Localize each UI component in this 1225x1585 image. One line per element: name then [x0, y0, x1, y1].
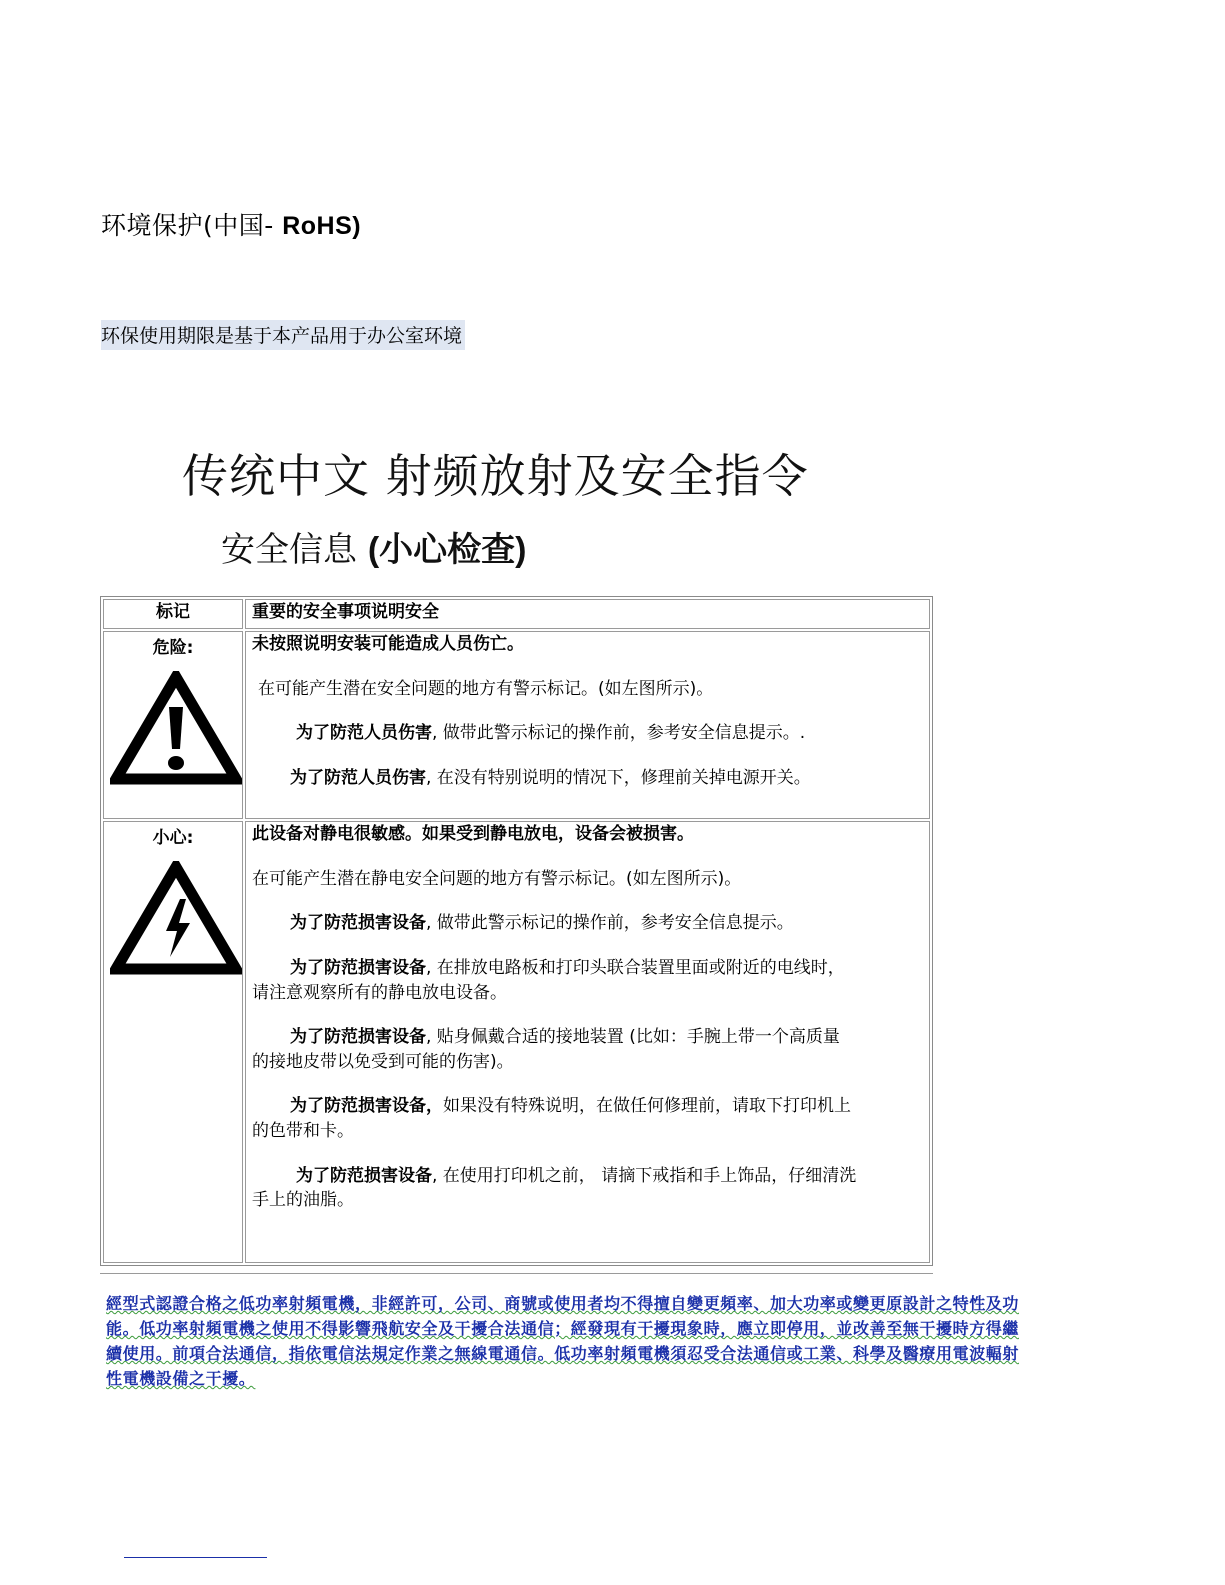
caution-item-3-cont: 的接地皮带以免受到可能的伤害)。: [252, 1051, 514, 1072]
danger-mark-cell: [103, 631, 243, 819]
ncc-notice: [106, 1291, 1021, 1391]
rohs-heading-cn: 环境保护(中国-: [101, 211, 283, 240]
caution-item-1: [252, 911, 923, 936]
caution-item-2-bold: 为了防范损害设备: [290, 957, 426, 978]
danger-line-2-bold: 为了防范人员伤害: [296, 723, 432, 744]
warning-exclamation-icon: [110, 671, 242, 785]
ncc-notice-text: 經型式認證合格之低功率射頻電機，非經許可，公司、商號或使用者均不得擅自變更頻率、加大功率或變更原設計之特性及功能。低功率射頻電機之使用不得影響飛航安全及干擾合法通信；經發現有干擾現象時，應立即停用，並改善至無干擾時方得繼續使用。前項合法通信，指依電信法規定作業之無線電通信。低功率射頻電機須忍受合法通信或工業、科學及醫療用電波輻射性電機設備之干擾。: [106, 1294, 1020, 1388]
caution-item-4: [252, 1094, 923, 1119]
caution-headline: 此设备对静电很敏感。如果受到静电放电，设备会被损害。: [252, 824, 694, 844]
caution-item-5-cont: 手上的油脂。: [252, 1190, 354, 1211]
scan-subtitle-text: 安全信息: [221, 530, 368, 570]
header-mark: 标记: [103, 599, 243, 629]
safety-table: [100, 596, 933, 1266]
danger-headline: 未按照说明安装可能造成人员伤亡。: [252, 634, 524, 654]
caution-mark-cell: [103, 821, 243, 1263]
caution-item-2-rest: , 在排放电路板和打印头联合装置里面或附近的电线时，: [426, 957, 845, 978]
caution-item-2: [252, 956, 923, 981]
danger-line-3-bold: 为了防范人员伤害: [290, 767, 426, 788]
caution-item-3-bold: 为了防范损害设备: [290, 1027, 426, 1048]
scan-subtitle-bold: (小心检查): [367, 531, 527, 569]
footnote-rule: [124, 1557, 267, 1558]
caution-item-3-rest: , 贴身佩戴合适的接地装置 (比如：手腕上带一个高质量: [426, 1027, 840, 1048]
rohs-heading-en: RoHS): [282, 212, 362, 240]
table-bottom-rule: [100, 1273, 933, 1274]
danger-line-3: [252, 766, 923, 791]
caution-item-4-cont: 的色带和卡。: [252, 1121, 354, 1142]
danger-description-cell: [245, 631, 930, 819]
caution-row: [103, 821, 930, 1263]
caution-item-5: [252, 1164, 923, 1189]
caution-item-5-rest: , 在使用打印机之前， 请摘下戒指和手上饰品，仔细清洗: [432, 1165, 857, 1186]
caution-label: 小心:: [152, 828, 194, 848]
header-description: 重要的安全事项说明安全: [245, 599, 930, 629]
eco-period-note: 环保使用期限是基于本产品用于办公室环境: [101, 320, 465, 350]
danger-line-2-rest: , 做带此警示标记的操作前，参考安全信息提示。.: [432, 723, 806, 744]
electrical-hazard-icon: [110, 861, 242, 975]
danger-line-1: 在可能产生潜在安全问题的地方有警示标记。(如左图所示)。: [258, 678, 714, 699]
danger-line-3-rest: , 在没有特别说明的情况下，修理前关掉电源开关。: [426, 767, 811, 788]
safety-table-header: [103, 599, 930, 629]
caution-item-4-rest: 如果没有特殊说明，在做任何修理前，请取下打印机上: [443, 1096, 851, 1117]
safety-scan-image: [100, 428, 933, 1274]
caution-item-4-bold: 为了防范损害设备，: [290, 1096, 443, 1117]
scan-title: 传统中文 射频放射及安全指令: [182, 449, 809, 503]
caution-description-cell: [245, 821, 930, 1263]
caution-item-1-bold: 为了防范损害设备: [290, 913, 426, 934]
caution-item-3: [252, 1025, 923, 1050]
caution-item-1-rest: , 做带此警示标记的操作前，参考安全信息提示。: [426, 913, 794, 934]
danger-label: 危险:: [152, 638, 194, 658]
caution-line-1: 在可能产生潜在静电安全问题的地方有警示标记。(如左图所示)。: [252, 868, 742, 889]
rohs-heading: [101, 206, 361, 242]
scan-subtitle: [221, 522, 526, 571]
caution-item-2-cont: 请注意观察所有的静电放电设备。: [252, 982, 507, 1003]
caution-item-5-bold: 为了防范损害设备: [296, 1165, 432, 1186]
danger-line-2: [252, 721, 923, 746]
danger-row: [103, 631, 930, 819]
